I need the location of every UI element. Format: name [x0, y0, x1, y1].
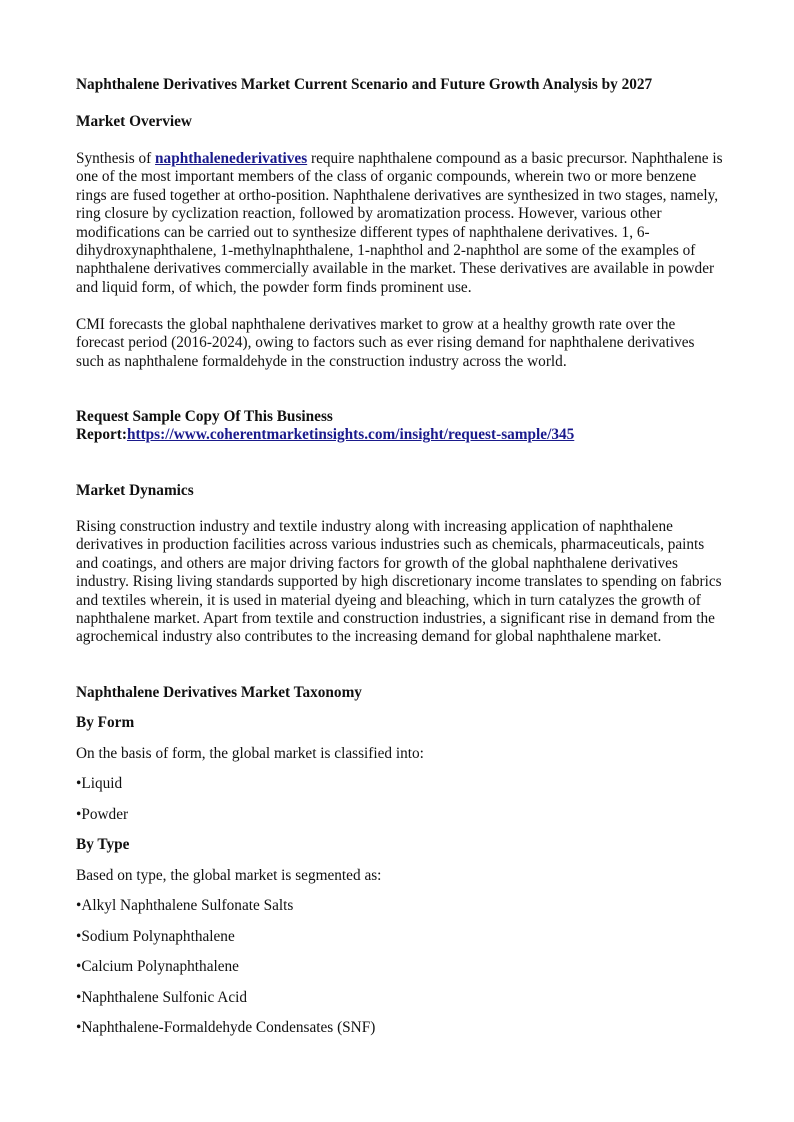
naphthalene-derivatives-link[interactable]: naphthalenederivatives: [155, 150, 308, 167]
type-item-alkyl: •Alkyl Naphthalene Sulfonate Salts: [76, 897, 294, 914]
request-sample-block: [76, 408, 724, 445]
by-type-heading: By Type: [76, 836, 130, 853]
by-form-intro: On the basis of form, the global market is classified into:: [76, 745, 424, 762]
type-item-snf: •Naphthalene-Formaldehyde Condensates (SNF): [76, 1019, 376, 1036]
taxonomy-heading: Naphthalene Derivatives Market Taxonomy: [76, 684, 362, 701]
dynamics-heading: Market Dynamics: [76, 482, 194, 499]
type-item-sulfonic-acid: •Naphthalene Sulfonic Acid: [76, 989, 248, 1006]
request-sample-line2: [76, 426, 724, 444]
form-item-powder: •Powder: [76, 806, 129, 823]
dynamics-paragraph: Rising construction industry and textile industry along with increasing application of naphthalene derivatives in production facilities across various industries such as chemicals, pharmaceuticals, paints and coatings, and others are major driving factors for growth of the global naphthalene derivatives industry. Rising living standards supported by high discretionary income translates to spending on fabrics and textiles wherein, it is used in material dyeing and bleaching, which in turn catalyzes the growth of naphthalene market. Apart from textile and construction industries, a significant rise in demand from the agrochemical industry also contributes to the increasing demand for global naphthalene market.: [76, 518, 722, 646]
form-item-liquid: •Liquid: [76, 775, 123, 792]
document-title: Naphthalene Derivatives Market Current Scenario and Future Growth Analysis by 2027: [76, 76, 653, 93]
overview-text-prefix: Synthesis of: [76, 150, 156, 167]
report-label: Report:: [76, 426, 127, 444]
type-item-sodium: •Sodium Polynaphthalene: [76, 928, 235, 945]
by-form-heading: By Form: [76, 714, 135, 731]
overview-paragraph: [76, 150, 724, 297]
by-type-intro: Based on type, the global market is segmented as:: [76, 867, 382, 884]
forecast-paragraph: CMI forecasts the global naphthalene derivatives market to grow at a healthy growth rate over the forecast period (2016-2024), owing to factors such as ever rising demand for naphthalene derivatives such as naphthalene formaldehyde in the construction industry across the world.: [76, 316, 695, 370]
request-sample-link[interactable]: https://www.coherentmarketinsights.com/insight/request-sample/345: [126, 426, 575, 444]
overview-text-rest: require naphthalene compound as a basic precursor. Naphthalene is one of the most important members of the class of organic compounds, wherein two or more benzene rings are fused together at ortho-position. Naphthalene derivatives are synthesized in two stages, namely, ring closure by cyclization reaction, followed by aromatization process. However, various other modifications can be carried out to synthesize different types of naphthalene derivatives. 1, 6-dihydroxynaphthalene, 1-methylnaphthalene, 1-naphthol and 2-naphthol are some of the examples of naphthalene derivatives commercially available in the market. These derivatives are available in powder and liquid form, of which, the powder form finds prominent use.: [76, 150, 723, 296]
request-sample-label: Request Sample Copy Of This Business: [76, 408, 333, 425]
type-item-calcium: •Calcium Polynaphthalene: [76, 958, 239, 975]
overview-heading: Market Overview: [76, 113, 192, 130]
